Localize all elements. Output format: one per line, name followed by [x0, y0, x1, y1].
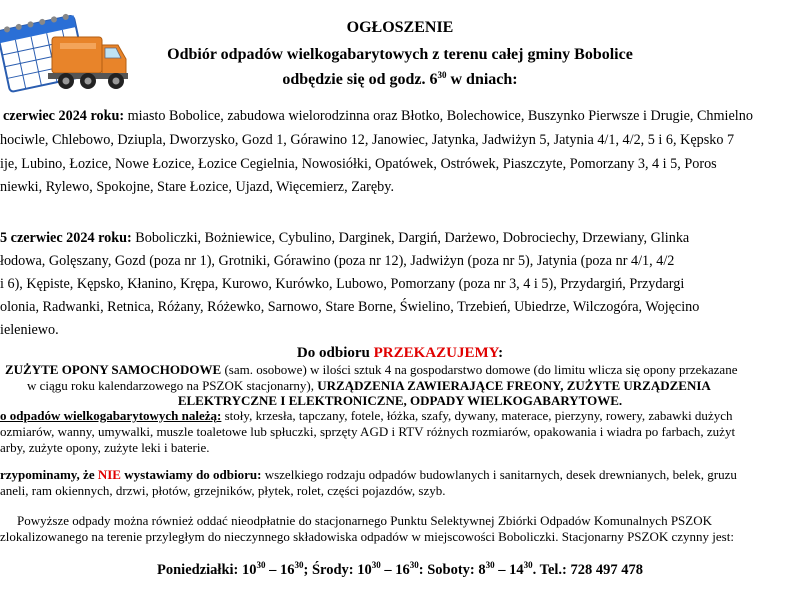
tires-line-2	[27, 378, 711, 393]
schedule-2-text: Boboliczki, Bożniewice, Cybulino, Darginek, Dargiń, Darżewo, Dobrociechy, Drzewiany, Glinka	[131, 230, 690, 246]
hours-wed: ; Środy: 10	[303, 562, 372, 578]
schedule-2-line-4: olonia, Radwanki, Retnica, Różany, Różewko, Sarnowo, Stare Borne, Świelino, Trzebień, Ubiedrze, Wilczogóra, Wojęcino	[0, 299, 700, 315]
bulky-line-1	[0, 408, 732, 423]
hours-mon-sup1: 30	[256, 560, 266, 570]
schedule-1-text: miasto Bobolice, zabudowa wielorodzinna oraz Błotko, Bolechowice, Buszynko Pierwsze i Drugie, Chmielno	[124, 108, 753, 124]
hours-sat-dash: – 14	[494, 562, 524, 578]
hours-mon: Poniedziałki: 10	[157, 562, 257, 578]
hours-mon-dash: – 16	[265, 562, 295, 578]
schedule-2-line-2: łodowa, Golęszany, Gozd (poza nr 1), Grotniki, Górawino (poza nr 12), Jadwiżyn (poza nr 5), Jatynia (poza nr 4/1, 4/2	[0, 253, 675, 269]
pszok-line-2: zlokalizowanego na terenie przyległym do nieczynnego składowiska odpadów w miejscowości Boboliczki. Stacjonarny PSZOK czynny jest:	[0, 529, 734, 544]
accepted-heading-highlight: PRZEKAZUJEMY	[373, 345, 499, 361]
time-suffix: w dniach:	[446, 71, 518, 88]
hours-sat-sup1: 30	[485, 560, 495, 570]
pszok-line-1: Powyższe odpady można również oddać nieodpłatnie do stacjonarnego Punktu Selektywnej Zbiórki Odpadów Komunalnych PSZOK	[17, 513, 712, 528]
hours-wed-sup2: 30	[409, 560, 419, 570]
schedule-1-line-4: niewki, Rylewo, Spokojne, Stare Łozice, Ujazd, Więcemierz, Zaręby.	[0, 179, 394, 195]
time-sup: 30	[437, 70, 447, 80]
collection-time-line	[0, 70, 800, 90]
accepted-heading-prefix: Do odbioru	[296, 345, 374, 361]
schedule-1-line-3: ije, Lubino, Łozice, Nowe Łozice, Łozice Cegielnia, Nowosiółki, Opatówek, Ostrówek, Piaszczyte, Pomorzany 3, 4 i 5, Poros	[0, 156, 717, 172]
hours-wed-dash: – 16	[380, 562, 410, 578]
bulky-line-2: ozmiarów, wanny, umywalki, muszle toaletowe lub spłuczki, sprzęty AGD i RTV różnych rozmiarów, opakowania i wiadra po farbach, zużyt	[0, 424, 736, 439]
not-accepted-line-1	[0, 467, 737, 482]
not-accepted-highlight: NIE	[97, 467, 121, 482]
accepted-heading-suffix: :	[498, 345, 504, 361]
hours-phone: . Tel.: 728 497 478	[532, 562, 643, 578]
page-subtitle: Odbiór odpadów wielkogabarytowych z terenu całej gminy Bobolice	[167, 46, 633, 63]
tires-text: (sam. osobowe) w ilości sztuk 4 na gospodarstwo domowe (do limitu wlicza się opony przekazane	[221, 362, 738, 377]
bulky-line-3: arby, zużyte opony, zużyte leki i baterie.	[0, 440, 210, 455]
devices-part-1: URZĄDZENIA ZAWIERAJĄCE FREONY, ZUŻYTE URZĄDZENIA	[317, 378, 711, 393]
hours-wed-sup1: 30	[371, 560, 381, 570]
schedule-2-line-5: ieleniewo.	[0, 322, 59, 338]
devices-part-2: ELEKTRYCZNE I ELEKTRONICZNE, ODPADY WIELKOGABARYTOWE.	[177, 393, 623, 408]
tires-label: ZUŻYTE OPONY SAMOCHODOWE	[5, 362, 222, 377]
hours-mon-sup2: 30	[294, 560, 304, 570]
time-prefix: odbędzie się od godz. 6	[282, 71, 438, 88]
tires-text-2: w ciągu roku kalendarzowego na PSZOK stacjonarny),	[27, 378, 318, 393]
hours-sat: : Soboty: 8	[418, 562, 486, 578]
schedule-1-line-2: hociwle, Chlebowo, Dziupla, Dworzysko, Gozd 1, Górawino 12, Janowiec, Jatynka, Jadwiżyn 5, Jatynia 4/1, 4/2, 5 i 6, Kępsko 7	[0, 132, 735, 148]
schedule-1-date: czerwiec 2024 roku:	[3, 108, 125, 124]
schedule-2-line-1	[0, 230, 689, 247]
bulky-label: o odpadów wielkogabarytowych należą:	[0, 408, 222, 423]
pszok-hours	[0, 561, 800, 579]
schedule-2-date: 5 czerwiec 2024 roku:	[0, 230, 132, 246]
not-accepted-text-1: wszelkiego rodzaju odpadów budowlanych i sanitarnych, desek drewnianych, belek, gruzu	[261, 467, 737, 482]
page-title: OGŁOSZENIE	[346, 19, 454, 36]
accepted-heading	[0, 344, 800, 362]
bulky-text-1: stoły, krzesła, tapczany, fotele, łóżka, szafy, dywany, materace, pierzyny, rowery, zabawki dużych	[221, 408, 733, 423]
not-accepted-line-2: aneli, ram okiennych, drzwi, płotów, grzejników, płytek, rolet, części pojazdów, szyb.	[0, 483, 446, 498]
schedule-2-line-3: i 6), Kępiste, Kępsko, Kłanino, Krępa, Kurowo, Kurówko, Lubowo, Pomorzany (poza nr 3, 4 i 5), Przydargiń, Przydargi	[0, 276, 685, 292]
not-accepted-prefix: rzypominamy, że	[0, 467, 98, 482]
not-accepted-suffix: wystawiamy do odbioru:	[120, 467, 262, 482]
schedule-1-line-1	[3, 108, 753, 125]
hours-sat-sup2: 30	[523, 560, 533, 570]
tires-line-1	[5, 362, 737, 377]
